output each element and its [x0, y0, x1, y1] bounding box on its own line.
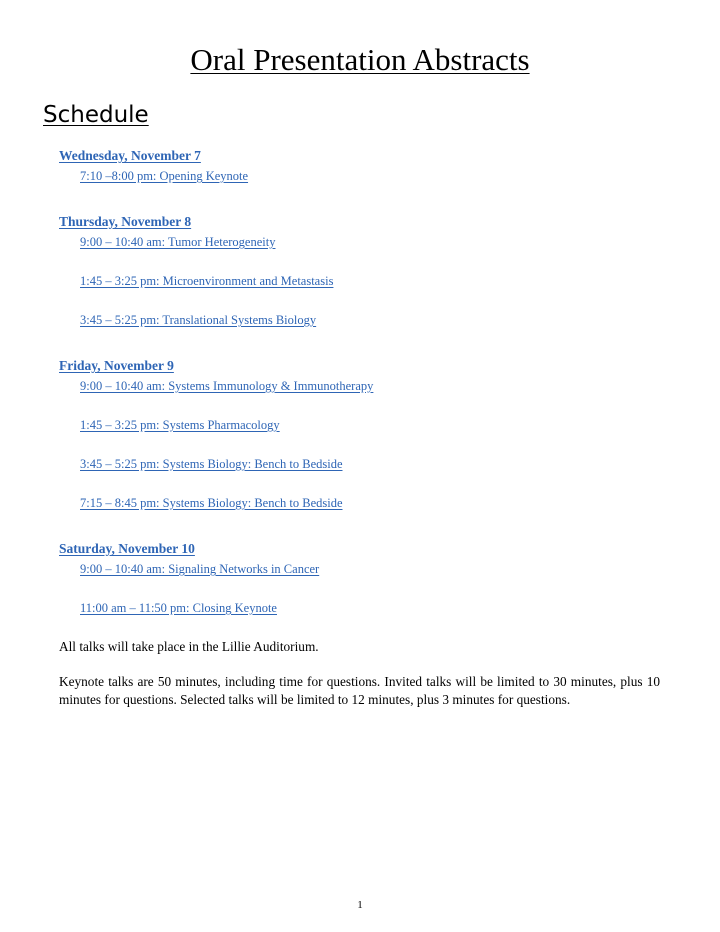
talk-duration-note: Keynote talks are 50 minutes, including time for questions. Invited talks will be limited to 30 minutes, plus 10 minutes for questions. Selected talks will be limited to 12 minutes, plus 3 minutes for questions. — [59, 674, 660, 707]
page-title: Oral Presentation Abstracts — [190, 42, 530, 77]
session-closing-keynote-link[interactable]: 11:00 am – 11:50 pm: Closing Keynote — [80, 601, 277, 615]
session-translational-systems-link[interactable]: 3:45 – 5:25 pm: Translational Systems Biology — [80, 313, 317, 327]
session-systems-pharmacology-link[interactable]: 1:45 – 3:25 pm: Systems Pharmacology — [80, 418, 280, 432]
day-saturday-link[interactable]: Saturday, November 10 — [59, 541, 195, 556]
session-opening-keynote-link[interactable]: 7:10 –8:00 pm: Opening Keynote — [80, 169, 249, 183]
location-note: All talks will take place in the Lillie Auditorium. — [59, 639, 319, 654]
page-number: 1 — [357, 899, 363, 911]
day-wednesday-link[interactable]: Wednesday, November 7 — [59, 148, 201, 163]
session-systems-immunology-link[interactable]: 9:00 – 10:40 am: Systems Immunology & Immunotherapy — [80, 379, 374, 393]
day-friday-link[interactable]: Friday, November 9 — [59, 358, 174, 373]
schedule-heading: Schedule — [43, 102, 149, 128]
session-tumor-heterogeneity-link[interactable]: 9:00 – 10:40 am: Tumor Heterogeneity — [80, 235, 276, 249]
day-thursday-link[interactable]: Thursday, November 8 — [59, 214, 192, 229]
session-bench-to-bedside-2-link[interactable]: 7:15 – 8:45 pm: Systems Biology: Bench to Bedside — [80, 496, 343, 510]
session-signaling-networks-link[interactable]: 9:00 – 10:40 am: Signaling Networks in Cancer — [80, 562, 320, 576]
session-microenvironment-link[interactable]: 1:45 – 3:25 pm: Microenvironment and Metastasis — [80, 274, 334, 288]
session-bench-to-bedside-1-link[interactable]: 3:45 – 5:25 pm: Systems Biology: Bench to Bedside — [80, 457, 343, 471]
